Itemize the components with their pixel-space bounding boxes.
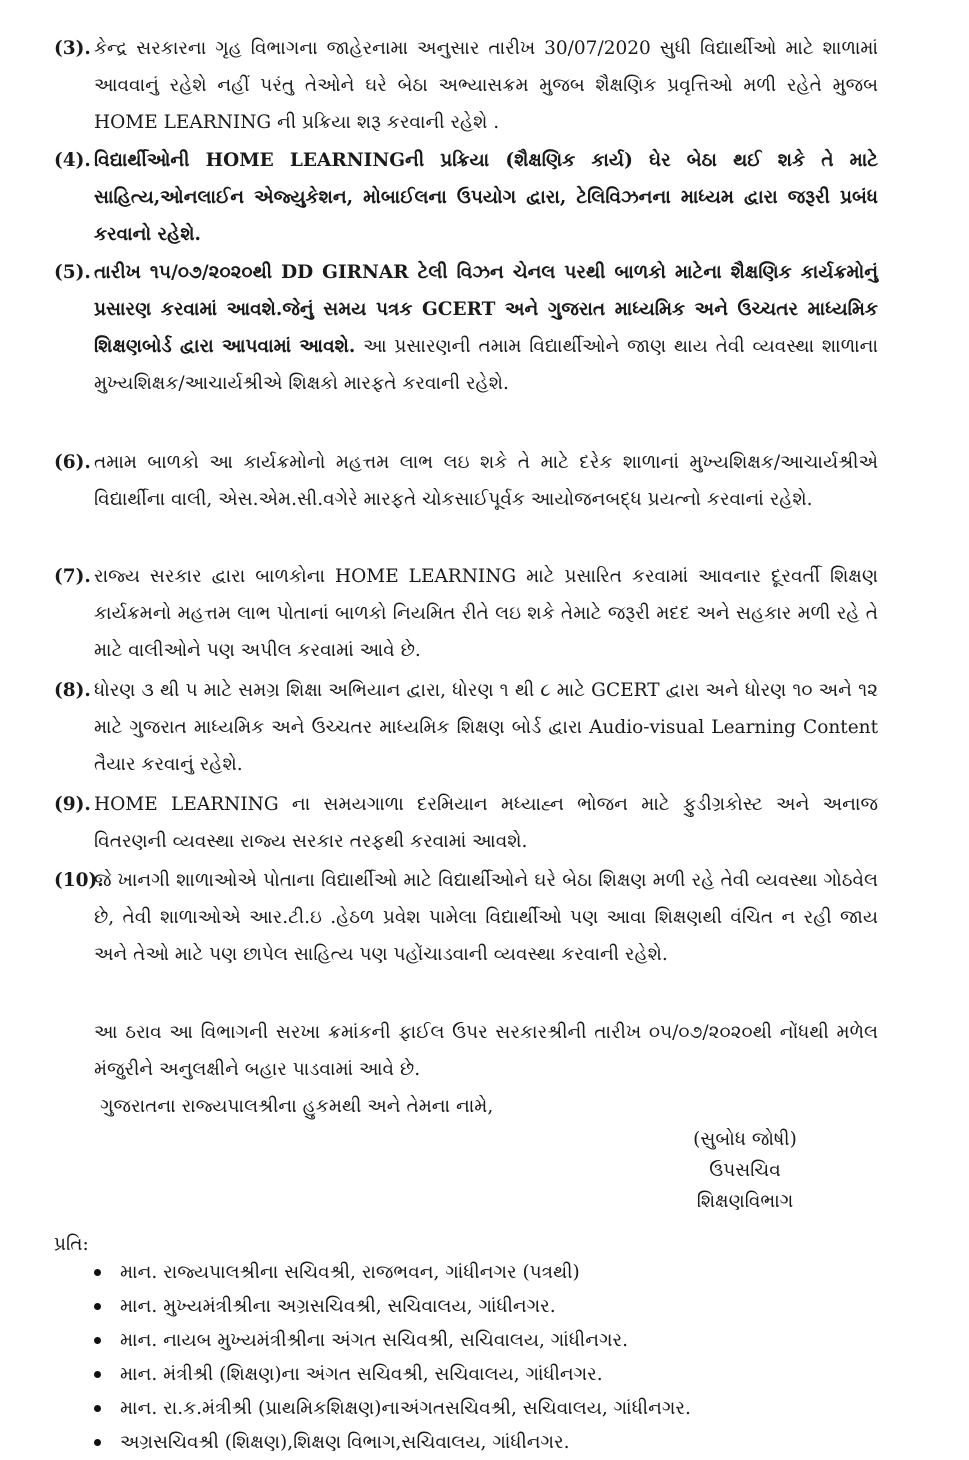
clause-text: તમામ બાળકો આ કાર્યક્રમોનો મહત્તમ લાભ લઇ શકે તે માટે દરેક શાળાનાં મુખ્યશિક્ષક/આચાર્યશ્રીએ વિદ્યાર્થીના વાલી, એસ.એમ.સી.વગેરે મારફતે ચોકસાઈપૂર્વક આયોજનબદ્ધ પ્રયત્નો કરવાનાં રહેશે. [94,452,878,510]
bullet-icon [94,1269,101,1276]
signatory-designation: ઉપસચિવ [709,1160,781,1181]
list-item: માન. રા.ક.મંત્રીશ્રી (પ્રાથમિકશિક્ષણ)નાઅંગતસચિવશ્રી, સચિવાલય, ગાંધીનગર. [90,1392,691,1426]
bullet-icon [94,1337,101,1344]
clause-text: ધોરણ ૩ થી ૫ માટે સમગ્ર શિક્ષા અભિયાન દ્વારા, ધોરણ ૧ થી ૮ માટે GCERT દ્વારા અને ધોરણ ૧૦ અને ૧૨ માટે ગુજરાત માધ્યમિક અને ઉચ્ચતર માધ્યમિક શિક્ષણ બોર્ડ દ્વારા Audio-visual Learning Content તૈયાર કરવાનું રહેશે. [94,680,878,775]
clause-text: રાજ્ય સરકાર દ્વારા બાળકોના HOME LEARNING માટે પ્રસારિત કરવામાં આવનાર દૂરવર્તી શિક્ષણ કાર્યક્રમનો મહત્તમ લાભ પોતાનાં બાળકો નિયમિત રીતે લઇ શકે તેમાટે જરૂરી મદદ અને સહકાર મળી રહે તે માટે વાલીઓને પણ અપીલ કરવામાં આવે છે. [94,566,878,661]
list-item: માન. રાજ્યપાલશ્રીના સચિવશ્રી, રાજભવન, ગાંધીનગર (પત્રથી) [90,1256,691,1290]
clause-5 [54,254,878,402]
clause-number: (6). [54,452,91,473]
bullet-icon [94,1405,101,1412]
clause-9 [54,786,878,860]
bullet-icon [94,1439,101,1446]
clause-number: (5). [54,262,91,283]
signature-block [640,1124,850,1217]
closing-paragraph: આ ઠરાવ આ વિભાગની સરખા ક્રમાંકની ફાઈલ ઉપર સરકારશ્રીની તારીખ ૦૫/૦૭/૨૦૨૦થી નોંધથી મળેલ મંજુરીને અનુલક્ષીને બહાર પાડવામાં આવે છે. [94,1022,878,1080]
clause-text: HOME LEARNING ના સમયગાળા દરમિયાન મધ્યાહ્ન ભોજન માટે ફુડીગ્રકોસ્ટ અને અનાજ વિતરણની વ્યવસ્થા રાજ્ય સરકાર તરફથી કરવામાં આવશે. [94,794,878,852]
bullet-icon [94,1371,101,1378]
list-item: માન. મંત્રીશ્રી (શિક્ષણ)ના અંગત સચિવશ્રી, સચિવાલય, ગાંધીનગર. [90,1358,691,1392]
salutation: ગુજરાતના રાજ્યપાલશ્રીના હુકમથી અને તેમના નામે, [100,1096,494,1117]
signatory-department: શિક્ષણવિભાગ [696,1191,794,1212]
clause-8 [54,672,878,783]
clause-number: (7). [54,566,91,587]
list-item: માન. મુખ્યમંત્રીશ્રીના અગ્રસચિવશ્રી, સચિવાલય, ગાંધીનગર. [90,1290,691,1324]
clause-number: (10). [54,870,104,891]
clause-text: જે ખાનગી શાળાઓએ પોતાના વિદ્યાર્થીઓ માટે વિદ્યાર્થીઓને ઘરે બેઠા શિક્ષણ મળી રહે તેવી વ્યવસ્થા ગોઠવેલ છે, તેવી શાળાઓએ આર.ટી.ઇ .હેઠળ પ્રવેશ પામેલા વિદ્યાર્થીઓ પણ આવા શિક્ષણથી વંચિત ન રહી જાય અને તેઓ માટે પણ છાપેલ સાહિત્ય પણ પહોંચાડવાની વ્યવસ્થા કરવાની રહેશે. [94,870,878,965]
clause-number: (3). [54,38,91,59]
clause-number: (8). [54,680,91,701]
cc-list [90,1256,691,1460]
clause-text: કેન્દ્ર સરકારના ગૃહ વિભાગના જાહેરનામા અનુસાર તારીખ 30/07/2020 સુધી વિદ્યાર્થીઓ માટે શાળામાં આવવાનું રહેશે નહીં પરંતુ તેઓને ઘરે બેઠા અભ્યાસક્રમ મુજબ શૈક્ષણિક પ્રવૃત્તિઓ મળી રહેતે મુજબ HOME LEARNING ની પ્રક્રિયા શરૂ કરવાની રહેશે . [94,38,878,133]
clause-7 [54,558,878,669]
bullet-icon [94,1303,101,1310]
clause-number: (9). [54,794,91,815]
clause-text-regular: આ પ્રસારણની તમામ વિદ્યાર્થીઓને જાણ થાય તેવી વ્યવસ્થા શાળાના મુખ્યશિક્ષક/આચાર્યશ્રીએ શિક્ષકો મારફતે કરવાની રહેશે. [94,336,878,394]
list-item: અગ્રસચિવશ્રી (શિક્ષણ),શિક્ષણ વિભાગ,સચિવાલય, ગાંધીનગર. [90,1426,691,1460]
clause-4 [54,142,878,253]
prati-label: પ્રતિ: [54,1234,89,1255]
clause-text-bold: તારીખ ૧૫/૦૭/૨૦૨૦થી DD GIRNAR ટેલી વિઝન ચેનલ પરથી બાળકો માટેના શૈક્ષણિક કાર્યક્રમોનું પ્રસારણ કરવામાં આવશે.જેનું સમય પત્રક GCERT અને ગુજરાત માધ્યમિક અને ઉચ્ચતર માધ્યમિક શિક્ષણબોર્ડ દ્વારા આપવામાં આવશે. [94,262,878,357]
clause-number: (4). [54,150,91,171]
clause-6 [54,444,878,518]
clause-text [94,254,878,402]
clause-10 [54,862,878,973]
signatory-name: (સુબોધ જોષી) [693,1129,797,1150]
clause-3 [54,30,878,141]
clause-text: વિદ્યાર્થીઓની HOME LEARNINGની પ્રક્રિયા (શૈક્ષણિક કાર્ય) ઘેર બેઠા થઈ શકે તે માટે સાહિત્ય,ઓનલાઈન એજ્યુકેશન, મોબાઈલના ઉપયોગ દ્વારા, ટેલિવિઝનના માધ્યમ દ્વારા જરૂરી પ્રબંધ કરવાનો રહેશે. [94,150,878,245]
list-item: માન. નાયબ મુખ્યમંત્રીશ્રીના અંગત સચિવશ્રી, સચિવાલય, ગાંધીનગર. [90,1324,691,1358]
